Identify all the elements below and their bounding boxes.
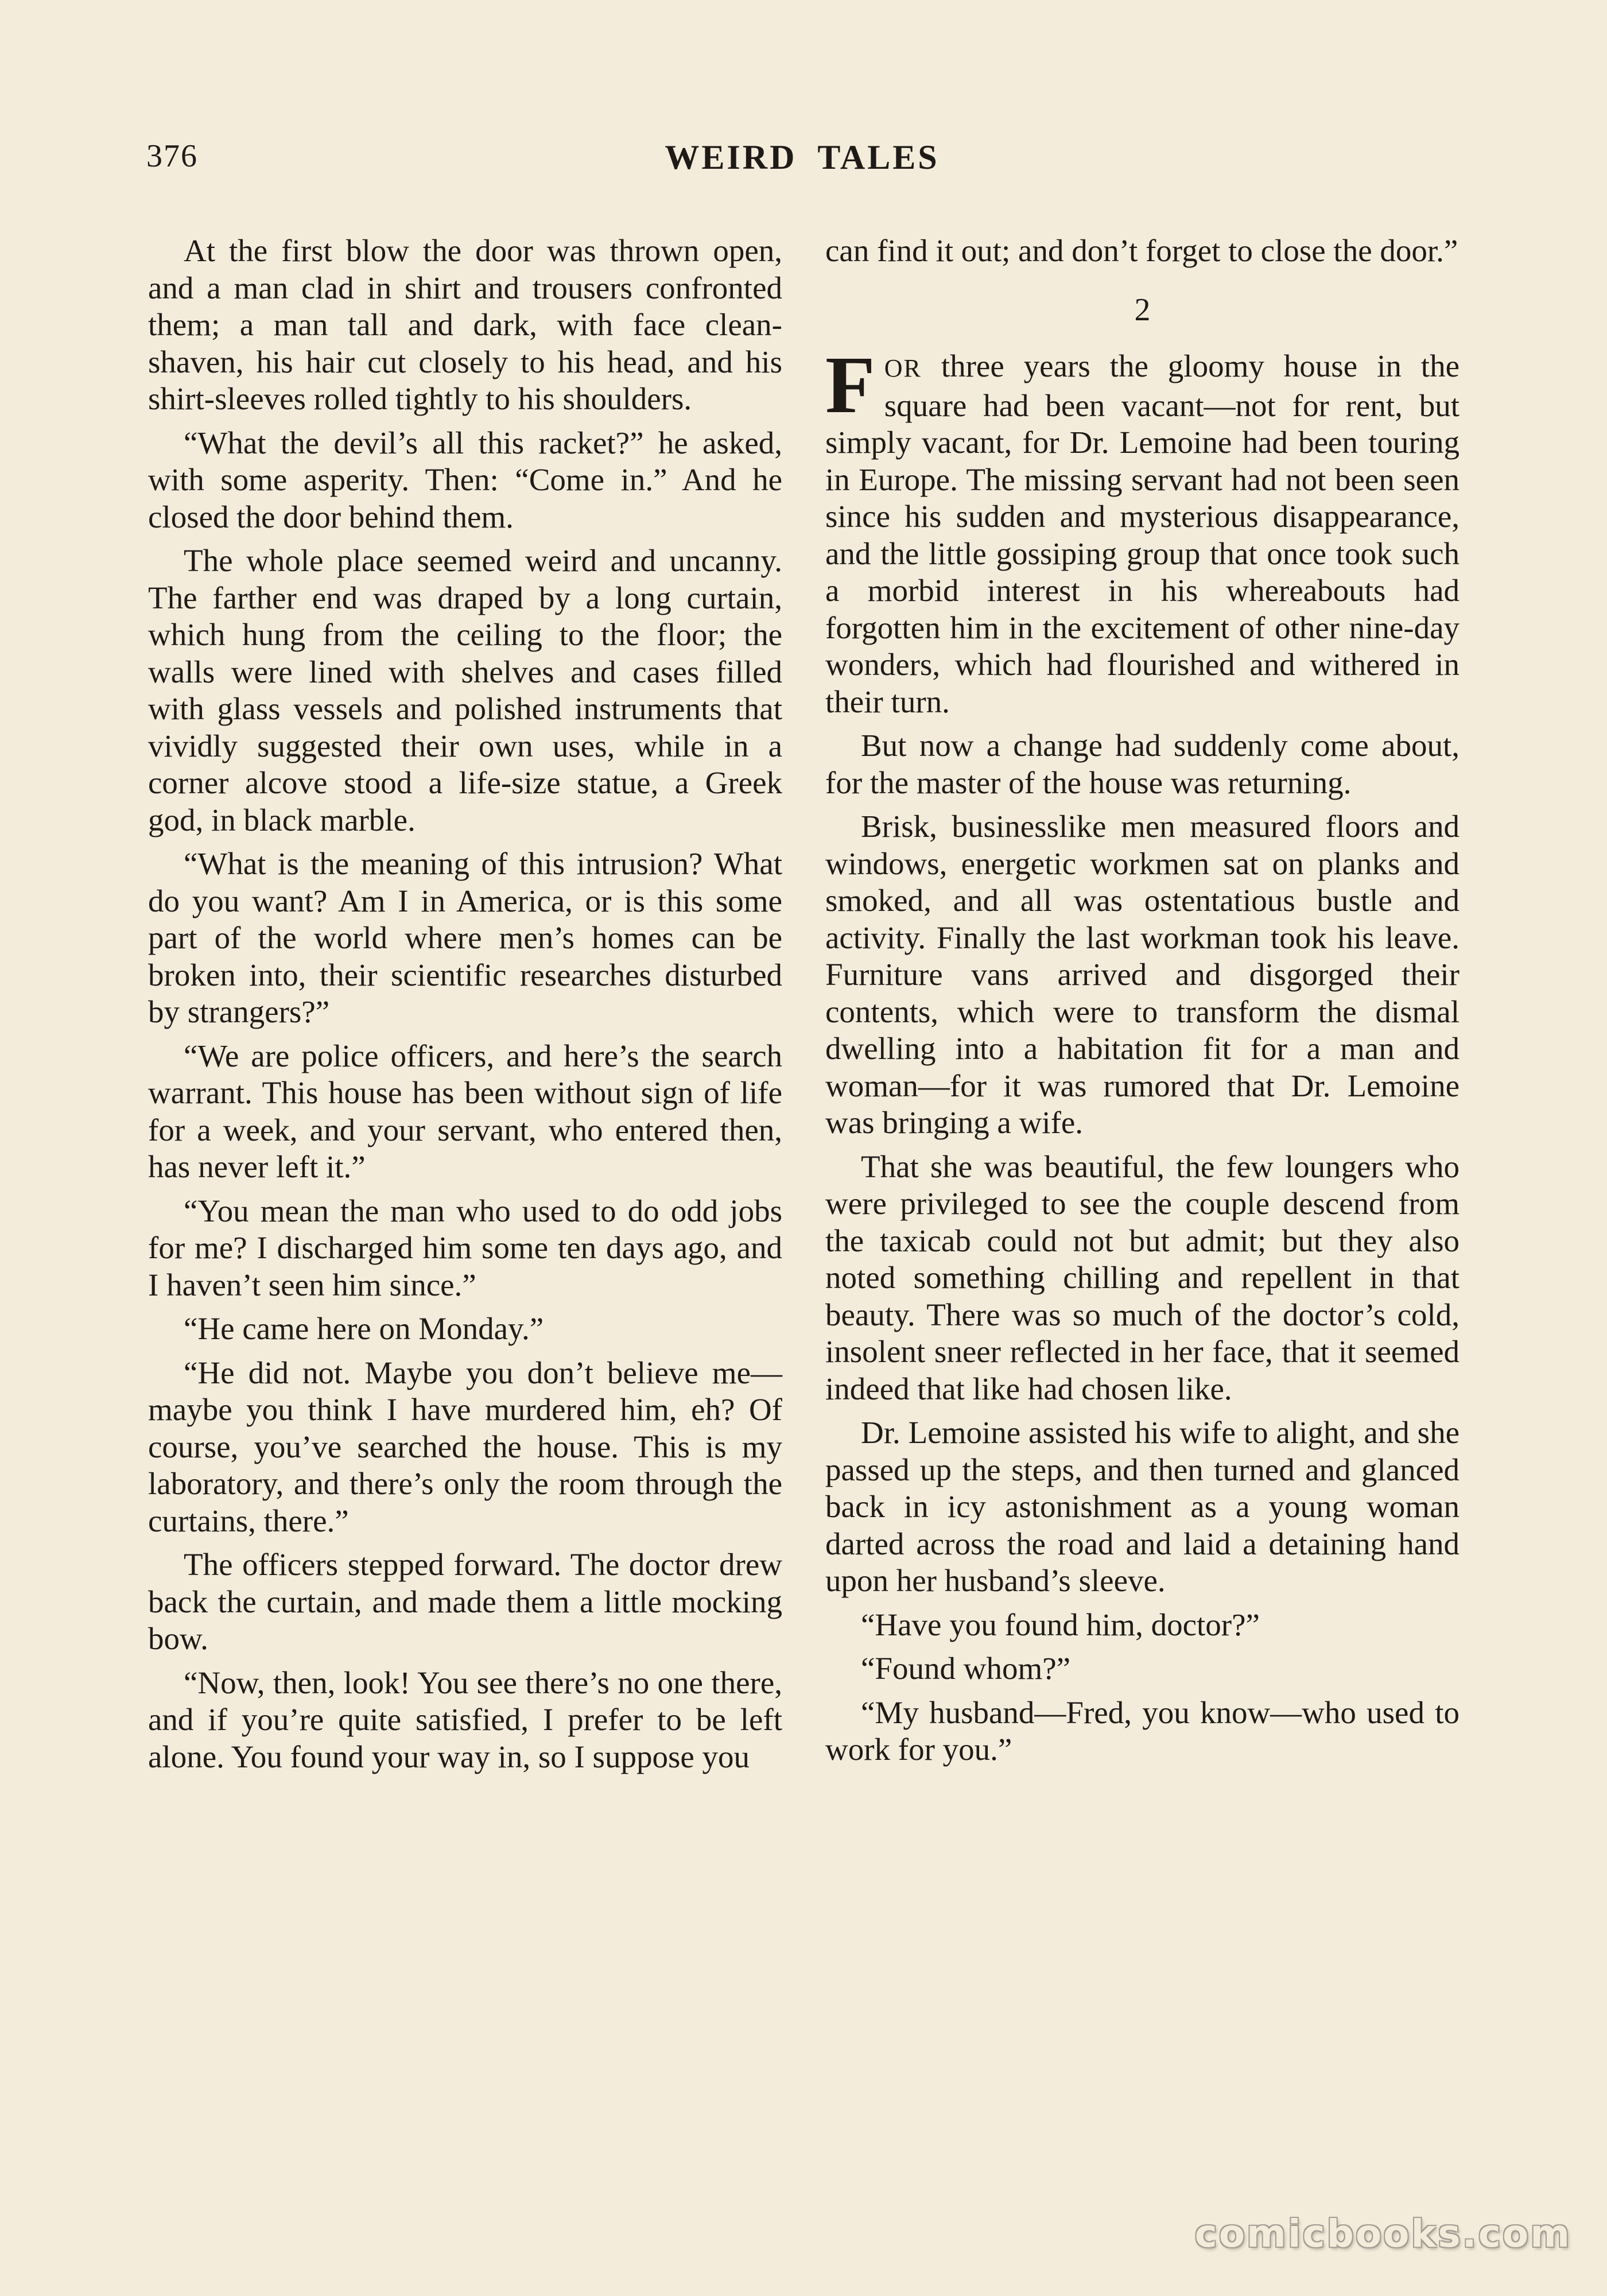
opening-paragraph-text: three years the gloomy house in the square had been vacant—not for rent, but simply vacant, for Dr. Lemoine had been touring in Europe. The missing servant had not been seen since his sudden and mysterious disappearance, and the little gossiping group that once took such a morbid interest in his whereabouts had forgotten him in the excitement of other nine-day wonders, which had flourished and withered in their turn.	[825, 348, 1460, 719]
left-column	[148, 232, 782, 1782]
paragraph: “Now, then, look! You see there’s no one there, and if you’re quite satisfied, I prefer to be left alone. You found your way in, so I suppose you	[148, 1665, 782, 1774]
running-title: WEIRD TALES	[665, 138, 940, 176]
paragraph: “We are police officers, and here’s the search warrant. This house has been without sign of life for a week, and your servant, who entered then, has never left it.”	[148, 1038, 782, 1184]
paragraph: That she was beautiful, the few loungers who were privileged to see the couple descend from the taxicab could not but admit; but they also noted something chilling and repellent in that beauty. There was so much of the doctor’s cold, insolent sneer reflected in her face, that it seemed indeed that like had chosen like.	[825, 1149, 1460, 1406]
continued-paragraph: can find it out; and don’t forget to close the door.”	[825, 233, 1458, 268]
paragraph: The officers stepped forward. The doctor drew back the curtain, and made them a little mocking bow.	[148, 1547, 782, 1656]
paragraph: Dr. Lemoine assisted his wife to alight, and she passed up the steps, and then turned and glanced back in icy astonishment as a young woman darted across the road and laid a detaining hand upon her husband’s sleeve.	[825, 1415, 1460, 1598]
paragraph: At the first blow the door was thrown open, and a man clad in shirt and trousers confronted them; a man tall and dark, with face clean-shaven, his hair cut closely to his head, and his shirt-sleeves rolled tightly to his shoulders.	[148, 233, 782, 416]
paragraph: But now a change had suddenly come about, for the master of the house was returning.	[825, 728, 1460, 800]
paragraph: “Have you found him, doctor?”	[861, 1607, 1260, 1642]
small-caps-lead: OR	[884, 354, 922, 382]
section-number: 2	[1134, 292, 1151, 328]
paragraph: “What the devil’s all this racket?” he asked, with some asperity. Then: “Come in.” And he closed the door behind them.	[148, 425, 782, 534]
paragraph: “He did not. Maybe you don’t believe me—maybe you think I have murdered him, eh? Of course, you’ve searched the house. This is my laboratory, and there’s only the room through the curtains, there.”	[148, 1355, 782, 1538]
paragraph: The whole place seemed weird and uncanny. The farther end was draped by a long curtain, which hung from the ceiling to the floor; the walls were lined with shelves and cases filled with glass vessels and polished instruments that vividly suggested their own uses, while in a corner alcove stood a life-size statue, a Greek god, in black marble.	[148, 543, 782, 837]
paragraph: “He came here on Monday.”	[184, 1311, 544, 1346]
opening-paragraph	[825, 339, 1460, 720]
right-column	[825, 232, 1460, 1775]
paragraph: “Found whom?”	[861, 1651, 1071, 1686]
page-number: 376	[146, 138, 198, 174]
paragraph: Brisk, businesslike men measured floors and windows, energetic workmen sat on planks and smoked, and all was ostentatious bustle and activity. Finally the last workman took his leave. Furniture vans arrived and disgorged their contents, which were to transform the dismal dwelling into a habitation fit for a man and woman—for it was rumored that Dr. Lemoine was bringing a wife.	[825, 809, 1460, 1140]
paragraph: “What is the meaning of this intrusion? What do you want? Am I in America, or is this some part of the world where men’s homes can be broken into, their scientific researches disturbed by strangers?”	[148, 846, 782, 1029]
watermark: comicbooks.com	[1194, 2212, 1571, 2256]
page-header	[146, 138, 1458, 189]
paragraph: “You mean the man who used to do odd jobs for me? I discharged him some ten days ago, and I haven’t seen him since.”	[148, 1193, 782, 1302]
drop-cap: F	[825, 339, 875, 430]
paragraph: “My husband—Fred, you know—who used to work for you.”	[825, 1694, 1460, 1767]
